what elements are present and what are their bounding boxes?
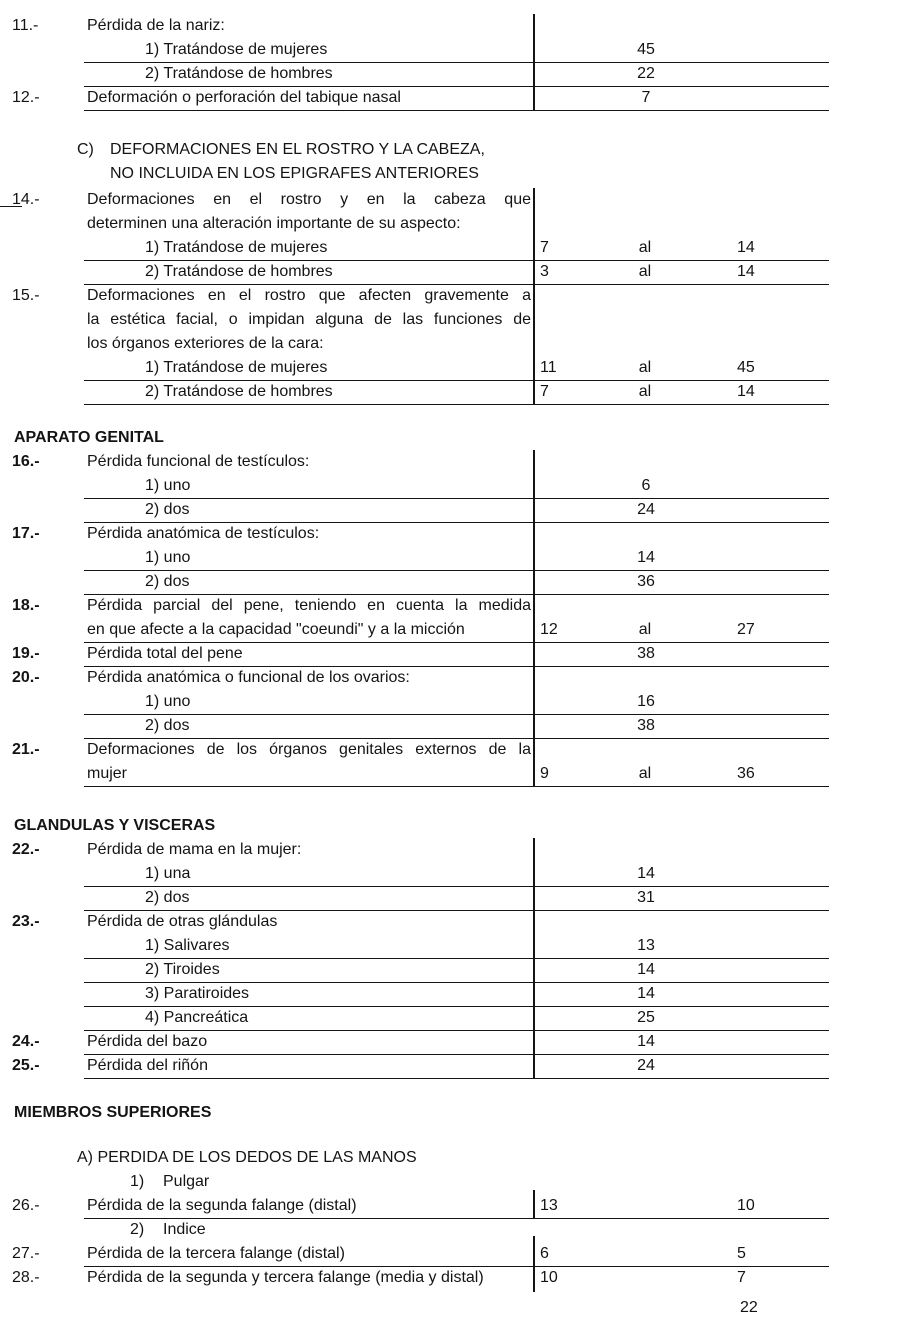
item-description: Pérdida de mama en la mujer:: [87, 841, 302, 858]
table-row: [0, 666, 899, 690]
table-row: [0, 260, 899, 284]
range-al: al: [638, 263, 652, 280]
range-al: al: [638, 765, 652, 782]
table-row: [0, 594, 899, 642]
sub-item-label: 2) dos: [145, 889, 190, 906]
range-high: 14: [737, 239, 755, 256]
table-row: [0, 838, 899, 862]
item-number: 27.-: [12, 1245, 40, 1262]
range-low: 12: [540, 621, 558, 638]
item-description: determinen una alteración importante de su aspecto:: [87, 215, 461, 232]
table-row: [0, 188, 899, 236]
sub-item-label: 2) dos: [145, 717, 190, 734]
section-title-miembros: MIEMBROS SUPERIORES: [14, 1104, 212, 1121]
sub-item-label: 1) Tratándose de mujeres: [145, 41, 328, 58]
table-row: [0, 356, 899, 380]
item-description: Pérdida anatómica de testículos:: [87, 525, 320, 542]
item-description: Deformaciones en el rostro y en la cabeza que: [87, 191, 531, 208]
table-row: [0, 982, 899, 1006]
value-cell: 13: [637, 937, 655, 954]
value-cell: 6: [641, 477, 651, 494]
finger-label: Pulgar: [163, 1173, 210, 1190]
value-cell: 14: [637, 1033, 655, 1050]
item-description: Deformación o perforación del tabique nasal: [87, 89, 401, 106]
item-number: 17.-: [12, 525, 40, 542]
section-title-aparato-genital: APARATO GENITAL: [14, 429, 164, 446]
range-low: 11: [540, 359, 557, 376]
value-high: 10: [737, 1197, 755, 1214]
range-high: 14: [737, 263, 755, 280]
range-al: al: [638, 621, 652, 638]
table-row: [0, 862, 899, 886]
table-row: [0, 570, 899, 594]
sub-item-label: 1) uno: [145, 693, 191, 710]
item-number: 26.-: [12, 1197, 40, 1214]
item-description: los órganos exteriores de la cara:: [87, 335, 324, 352]
item-number: 12.-: [12, 89, 40, 106]
table-row: [0, 1054, 899, 1078]
section-title-glandulas: GLANDULAS Y VISCERAS: [14, 817, 216, 834]
table-row: [0, 498, 899, 522]
sub-item-label: 2) dos: [145, 573, 190, 590]
item-description: Pérdida total del pene: [87, 645, 243, 662]
item-description: mujer: [87, 765, 128, 782]
value-cell: 36: [637, 573, 655, 590]
sub-item-label: 4) Pancreática: [145, 1009, 249, 1026]
value-low: 6: [540, 1245, 549, 1262]
table-block-nose: [0, 14, 899, 110]
item-number: 28.-: [12, 1269, 40, 1286]
sub-item-label: 1) uno: [145, 477, 191, 494]
table-block-manos: [0, 1170, 899, 1290]
subsection-title-manos: A) PERDIDA DE LOS DEDOS DE LAS MANOS: [77, 1149, 417, 1166]
value-high: 5: [737, 1245, 746, 1262]
table-row: [0, 714, 899, 738]
finger-heading: [0, 1170, 899, 1194]
value-cell: 45: [637, 41, 655, 58]
subsection-title-line1: DEFORMACIONES EN EL ROSTRO Y LA CABEZA,: [110, 141, 485, 158]
value-cell: 16: [637, 693, 655, 710]
item-description: Pérdida de otras glándulas: [87, 913, 278, 930]
item-number: 15.-: [12, 287, 40, 304]
sub-item-label: 2) dos: [145, 501, 190, 518]
finger-number: 1): [130, 1173, 145, 1190]
range-low: 7: [540, 383, 549, 400]
rule-line: [84, 1078, 829, 1079]
item-description: Pérdida funcional de testículos:: [87, 453, 310, 470]
rule-line: [84, 786, 829, 787]
table-row: [0, 886, 899, 910]
item-number: 19.-: [12, 645, 40, 662]
item-description: Pérdida de la tercera falange (distal): [87, 1245, 345, 1262]
item-description: Pérdida anatómica o funcional de los ovarios:: [87, 669, 410, 686]
table-block-face: [0, 188, 899, 404]
value-cell: 7: [641, 89, 651, 106]
finger-heading: [0, 1218, 899, 1242]
item-description: Pérdida de la segunda y tercera falange (media y distal): [87, 1269, 484, 1286]
rule-line: [84, 404, 829, 405]
subsection-letter: C): [77, 141, 94, 158]
sub-item-label: 2) Tratándose de hombres: [145, 383, 333, 400]
value-high: 7: [737, 1269, 746, 1286]
item-number: 18.-: [12, 597, 40, 614]
sub-item-label: 1) uno: [145, 549, 191, 566]
sub-item-label: 1) una: [145, 865, 191, 882]
item-description: Pérdida de la segunda falange (distal): [87, 1197, 357, 1214]
range-low: 3: [540, 263, 549, 280]
table-row: [0, 450, 899, 474]
table-row: [0, 38, 899, 62]
table-row: [0, 62, 899, 86]
sub-item-label: 2) Tratándose de hombres: [145, 263, 333, 280]
value-cell: 24: [637, 501, 655, 518]
value-cell: 38: [637, 645, 655, 662]
value-cell: 38: [637, 717, 655, 734]
table-row: [0, 738, 899, 786]
item-number: 16.-: [12, 453, 40, 470]
range-low: 7: [540, 239, 549, 256]
item-description: Pérdida de la nariz:: [87, 17, 225, 34]
table-block-genital: [0, 450, 899, 786]
table-row: [0, 236, 899, 260]
table-row: [0, 284, 899, 356]
value-cell: 31: [637, 889, 655, 906]
table-row: [0, 690, 899, 714]
table-row: [0, 910, 899, 934]
value-cell: 14: [637, 865, 655, 882]
value-cell: 14: [637, 549, 655, 566]
value-cell: 14: [637, 961, 655, 978]
table-row: [0, 474, 899, 498]
table-row: [0, 958, 899, 982]
table-row: [0, 86, 899, 110]
table-row: [0, 546, 899, 570]
sub-item-label: 1) Salivares: [145, 937, 230, 954]
range-al: al: [638, 239, 652, 256]
finger-number: 2): [130, 1221, 145, 1238]
sub-item-label: 1) Tratándose de mujeres: [145, 359, 328, 376]
item-number: 21.-: [12, 741, 40, 758]
range-al: al: [638, 383, 652, 400]
item-number: 24.-: [12, 1033, 40, 1050]
range-high: 14: [737, 383, 755, 400]
item-description: en que afecte a la capacidad "coeundi" y a la micción: [87, 621, 465, 638]
sub-item-label: 3) Paratiroides: [145, 985, 250, 1002]
value-cell: 22: [637, 65, 655, 82]
table-row: [0, 1242, 899, 1266]
table-row: [0, 1030, 899, 1054]
table-row: [0, 1266, 899, 1290]
item-description: Pérdida parcial del pene, teniendo en cuenta la medida: [87, 597, 531, 614]
range-low: 9: [540, 765, 549, 782]
item-number: 20.-: [12, 669, 40, 686]
subsection-title-c: [0, 138, 899, 186]
table-row: [0, 642, 899, 666]
item-description: Deformaciones en el rostro que afecten gravemente a: [87, 287, 531, 304]
value-cell: 14: [637, 985, 655, 1002]
sub-item-label: 2) Tratándose de hombres: [145, 65, 333, 82]
value-low: 13: [540, 1197, 558, 1214]
value-cell: 24: [637, 1057, 655, 1074]
item-description: Pérdida del riñón: [87, 1057, 208, 1074]
range-high: 27: [737, 621, 755, 638]
item-number: 14.-: [12, 191, 40, 208]
sub-item-label: 1) Tratándose de mujeres: [145, 239, 328, 256]
item-number: 23.-: [12, 913, 40, 930]
rule-line: [84, 110, 829, 111]
table-row: [0, 522, 899, 546]
item-number: 11.-: [12, 17, 39, 34]
value-low: 10: [540, 1269, 558, 1286]
table-row: [0, 14, 899, 38]
sub-item-label: 2) Tiroides: [145, 961, 220, 978]
table-row: [0, 934, 899, 958]
subsection-title-line2: NO INCLUIDA EN LOS EPIGRAFES ANTERIORES: [110, 165, 479, 182]
table-row: [0, 380, 899, 404]
item-description: Deformaciones de los órganos genitales externos de la: [87, 741, 531, 758]
item-number: 22.-: [12, 841, 40, 858]
finger-label: Indice: [163, 1221, 206, 1238]
table-row: [0, 1006, 899, 1030]
range-high: 36: [737, 765, 755, 782]
item-description: Pérdida del bazo: [87, 1033, 208, 1050]
range-high: 45: [737, 359, 755, 376]
table-row: [0, 1194, 899, 1218]
range-al: al: [638, 359, 652, 376]
page-number: 22: [740, 1299, 758, 1316]
table-block-glandulas: [0, 838, 899, 1078]
item-description: la estética facial, o impidan alguna de las funciones de: [87, 311, 531, 328]
value-cell: 25: [637, 1009, 655, 1026]
item-number: 25.-: [12, 1057, 40, 1074]
